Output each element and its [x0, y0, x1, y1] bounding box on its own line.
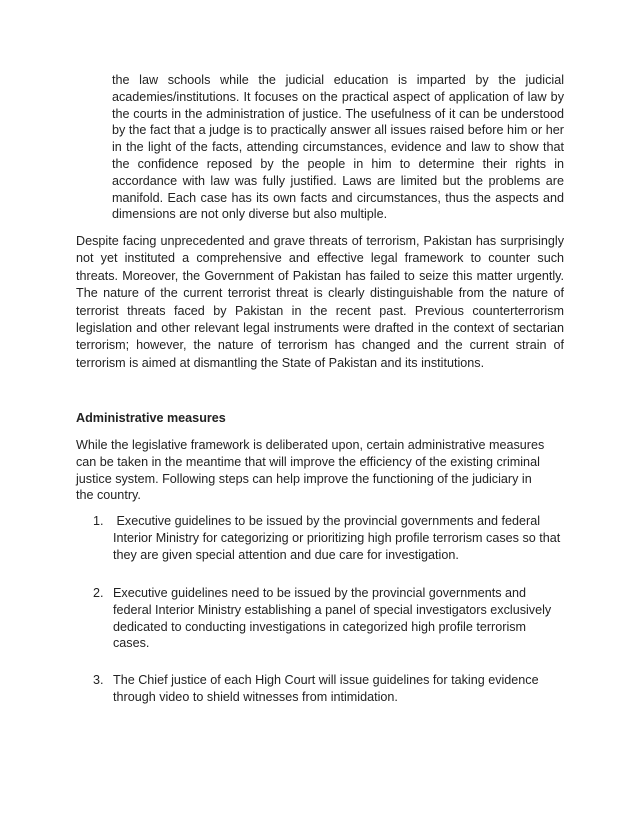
list-item-number: 3. [93, 673, 104, 687]
list-item-text: Executive guidelines need to be issued by the provincial governments and federal Interior Ministry establishing a panel of special investigators exclusively dedicated to conducting investigations in categorized high profile terrorism cases. [113, 586, 552, 651]
list-item-number: 2. [93, 586, 104, 600]
quote-paragraph: the law schools while the judicial education is imparted by the judicial academies/institutions. It focuses on the practical aspect of application of law by the courts in the administration of justice. The usefulness of it can be understood by the fact that a judge is to practically answer all issues raised before him or her in the light of the facts, attending circumstances, evidence and law to show that the confidence reposed by the people in him to determine their rights in accordance with law was fully justified. Laws are limited but the problems are manifold. Each case has its own facts and circumstances, thus the aspects and dimensions are not only diverse but also multiple. [112, 73, 564, 222]
terrorism-paragraph: Despite facing unprecedented and grave threats of terrorism, Pakistan has surprisingly not yet instituted a comprehensive and effective legal framework to counter such threats. Moreover, the Government of Pakistan has failed to seize this matter urgently. The nature of the current terrorist threat is clearly distinguishable from the nature of terrorist threats faced by Pakistan in the recent past. Previous counterterrorism legislation and other relevant legal instruments were drafted in the context of sectarian terrorism; however, the nature of terrorism has changed and the current strain of terrorism is aimed at dismantling the State of Pakistan and its institutions. [76, 234, 564, 370]
list-item [93, 513, 563, 563]
list-item [93, 585, 563, 652]
list-item-number: 1. [93, 514, 104, 528]
list-item-text: Executive guidelines to be issued by the provincial governments and federal Interior Ministry for categorizing or prioritizing high profile terrorism cases so that they are given special attention and due care for investigation. [113, 514, 564, 562]
list-item-text: The Chief justice of each High Court will issue guidelines for taking evidence through video to shield witnesses from intimidation. [113, 673, 539, 704]
section-intro-paragraph: While the legislative framework is deliberated upon, certain administrative measures can be taken in the meantime that will improve the efficiency of the existing criminal justice system. Following steps can help improve the functioning of the judiciary in the country. [76, 438, 545, 503]
section-heading: Administrative measures [76, 411, 226, 425]
list-item [93, 672, 563, 706]
